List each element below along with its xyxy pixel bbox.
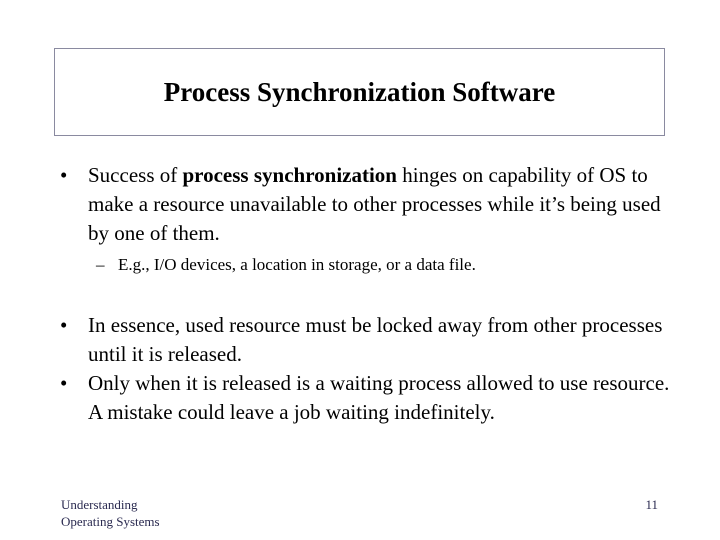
bullet-item-1 [60,161,675,248]
sub-bullet-text: E.g., I/O devices, a location in storage, or a data file. [118,255,476,274]
sub-bullet-item [96,254,656,276]
bullet-text-1 [88,161,675,248]
bullet-mark: • [60,163,68,187]
sub-bullet-mark: – [96,255,105,274]
slide-title: Process Synchronization Software [163,76,556,107]
bullet-mark: • [60,371,68,395]
bullet-item-2 [60,311,675,369]
footer-line-2: Operating Systems [61,514,160,529]
bullet-text-2: In essence, used resource must be locked away from other processes until it is released. [88,313,663,366]
title-box [54,48,665,136]
bullet-text-1-end: hinges on capability of OS to make a resource unavailable to other processes while it’s being used by one of them. [88,163,661,245]
footer-line-1: Understanding [61,497,138,512]
footer-course-title [61,496,160,530]
bullet-mark: • [60,313,68,337]
bullet-item-3 [60,369,675,427]
bullet-text-1-start: Success of [88,163,183,187]
bullet-text-3: Only when it is released is a waiting process allowed to use resource. A mistake could leave a job waiting indefinitely. [88,371,670,424]
page-number: 11 [645,497,658,512]
bullet-text-1-bold: process synchronization [182,163,397,187]
